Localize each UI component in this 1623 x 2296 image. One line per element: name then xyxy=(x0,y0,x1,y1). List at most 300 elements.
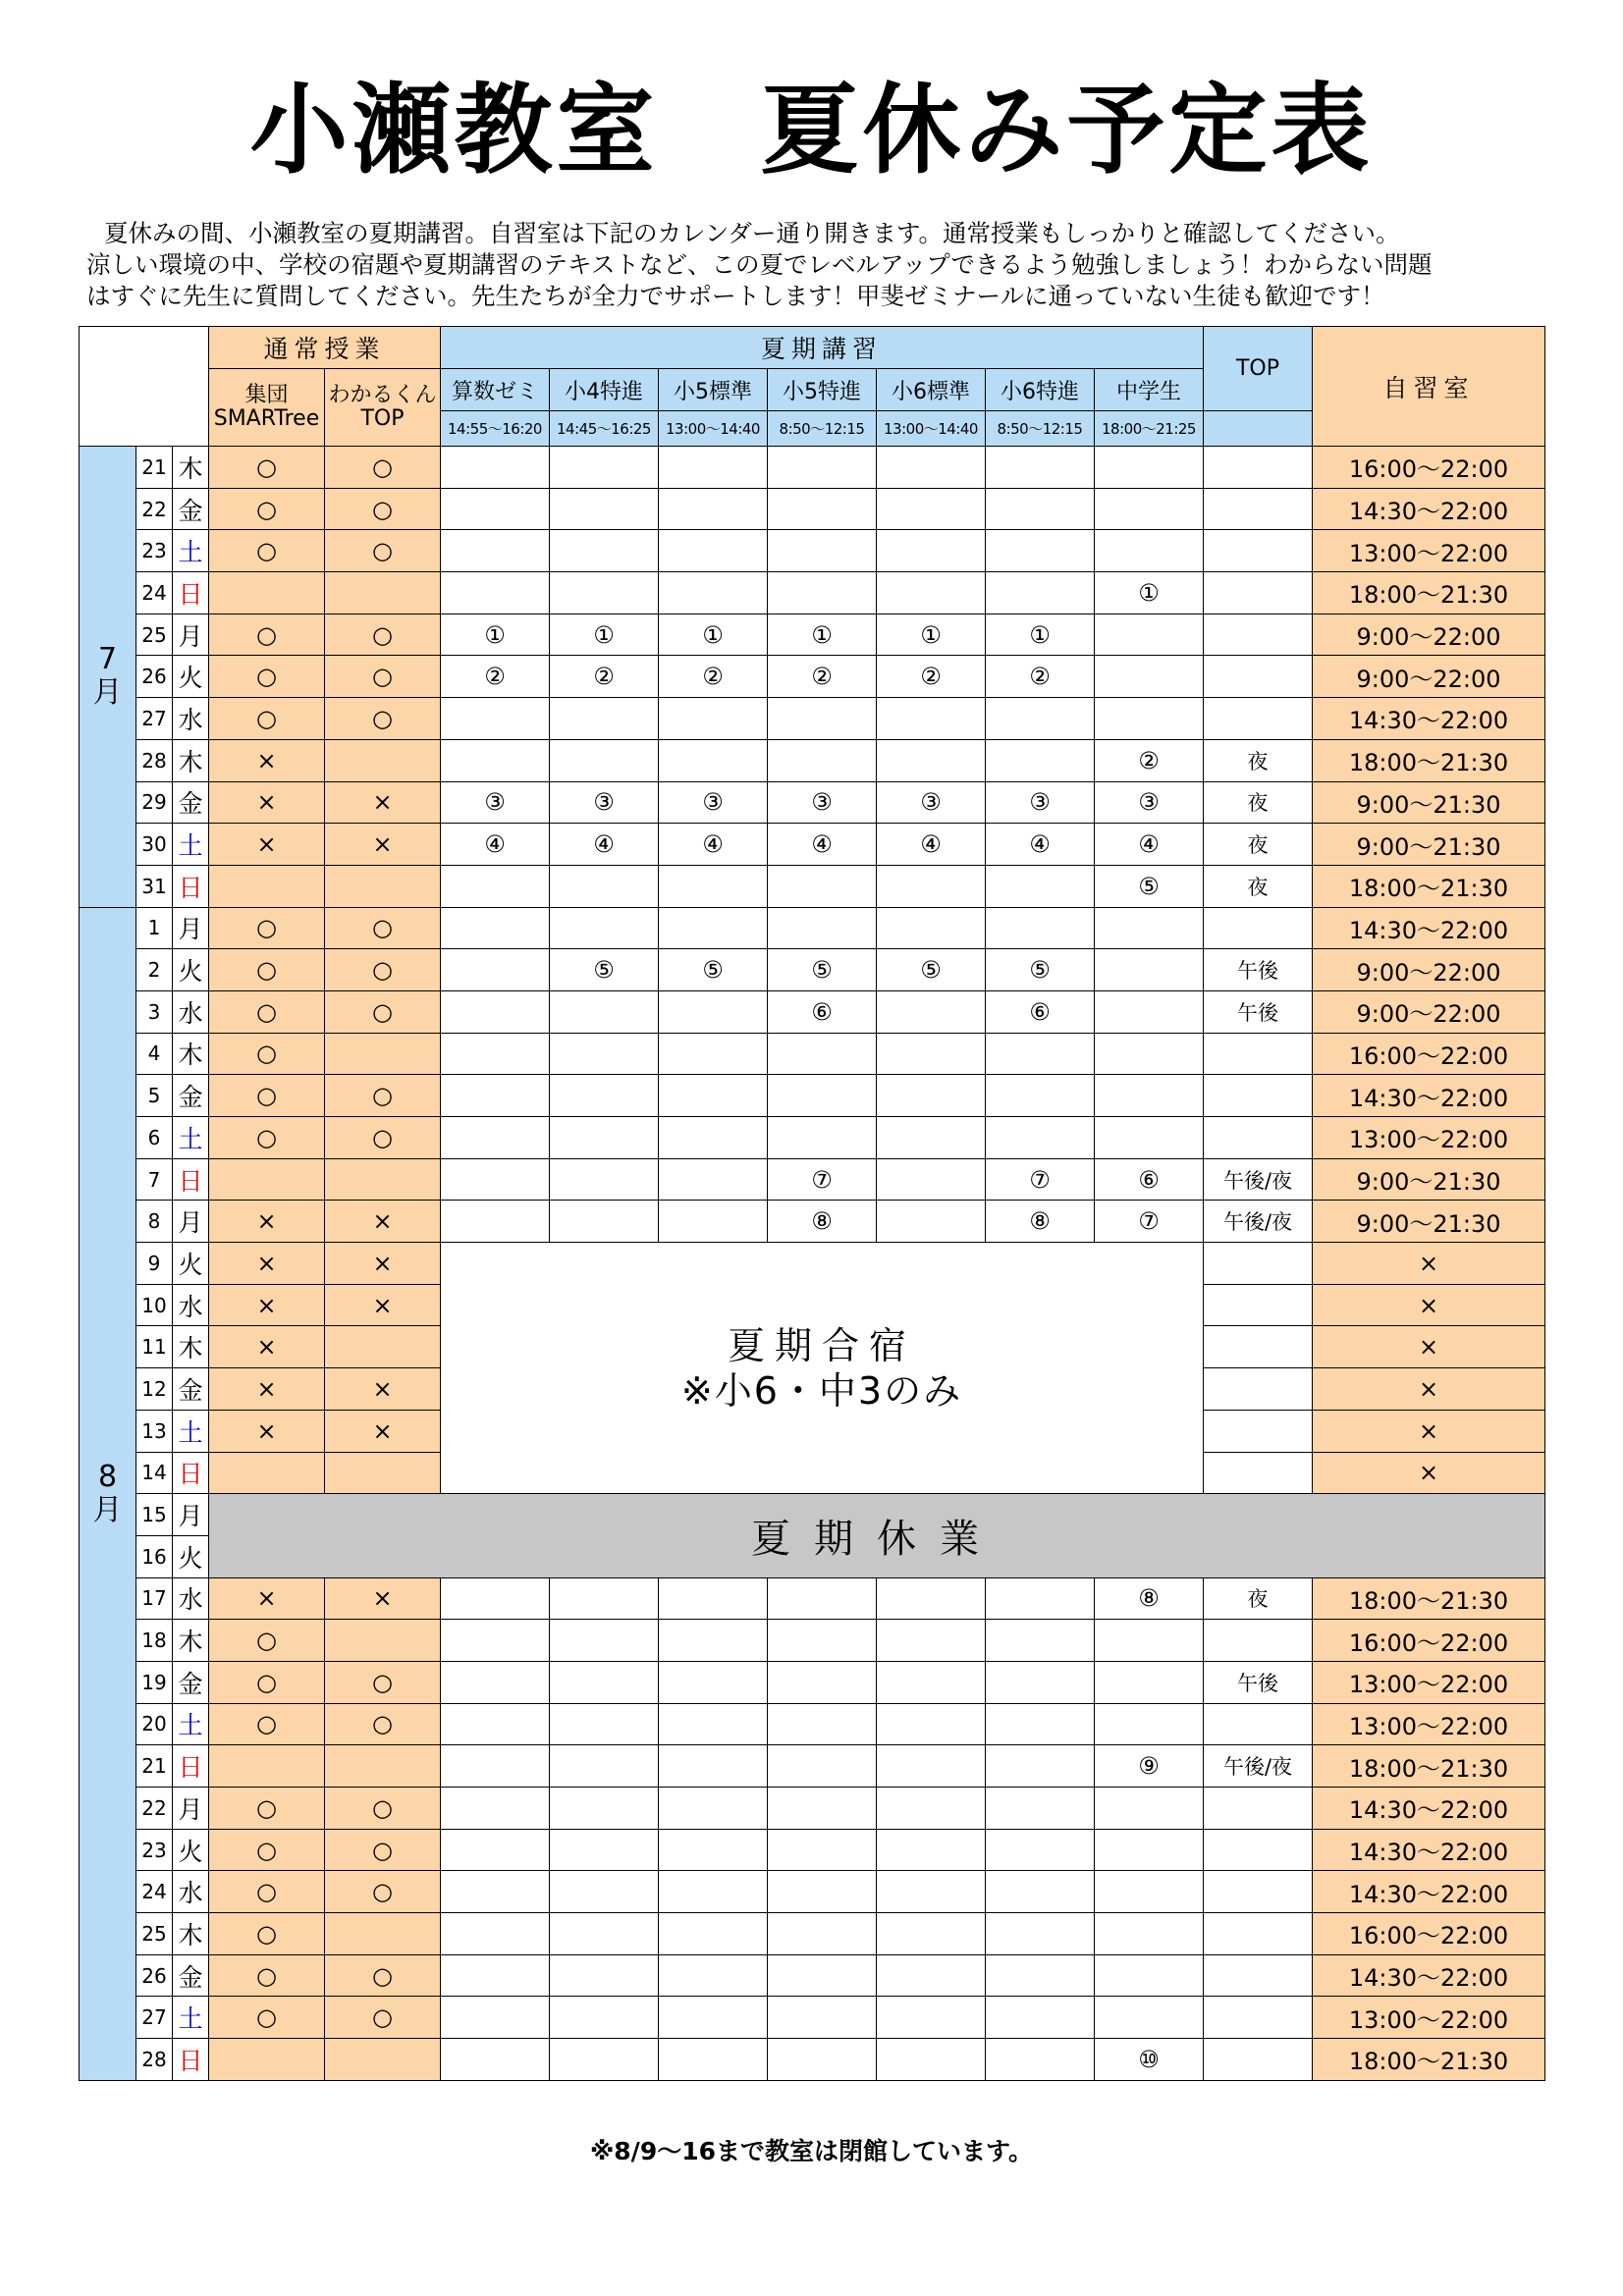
summer-cell xyxy=(768,907,877,949)
day-number: 22 xyxy=(136,1788,173,1830)
day-number: 16 xyxy=(136,1535,173,1577)
summer-cell xyxy=(986,1117,1095,1159)
top-cell xyxy=(1204,1410,1313,1452)
regular-cell: × xyxy=(209,1326,325,1368)
summer-cell xyxy=(1095,488,1204,530)
header-regular-col-line1: 集団 xyxy=(244,383,289,407)
table-row xyxy=(80,907,1545,949)
summer-cell xyxy=(550,1033,659,1075)
summer-cell xyxy=(768,1577,877,1620)
day-of-week: 月 xyxy=(173,907,209,949)
summer-cell xyxy=(877,1829,986,1871)
summer-cell xyxy=(986,572,1095,614)
summer-cell xyxy=(550,572,659,614)
day-of-week: 土 xyxy=(173,824,209,866)
day-of-week: 水 xyxy=(173,990,209,1033)
regular-cell: ○ xyxy=(209,990,325,1033)
regular-cell: ○ xyxy=(209,698,325,740)
day-number: 5 xyxy=(136,1075,173,1117)
summer-cell xyxy=(1095,614,1204,656)
regular-cell: × xyxy=(209,1284,325,1326)
header-regular-col xyxy=(325,369,441,447)
regular-cell xyxy=(325,1033,441,1075)
summer-cell xyxy=(877,990,986,1033)
summer-cell xyxy=(550,2039,659,2081)
selfstudy-cell: 9:00～22:00 xyxy=(1313,990,1545,1033)
regular-cell: ○ xyxy=(325,1788,441,1830)
summer-cell xyxy=(877,447,986,489)
day-of-week: 金 xyxy=(173,781,209,824)
summer-cell: ③ xyxy=(986,781,1095,824)
table-row xyxy=(80,1201,1545,1243)
regular-cell: × xyxy=(325,781,441,824)
day-of-week: 月 xyxy=(173,1201,209,1243)
summer-cell xyxy=(768,698,877,740)
summer-cell xyxy=(659,698,768,740)
table-row xyxy=(80,1117,1545,1159)
day-of-week: 水 xyxy=(173,1284,209,1326)
top-cell xyxy=(1204,1452,1313,1494)
day-number: 26 xyxy=(136,1954,173,1997)
selfstudy-cell: 13:00～22:00 xyxy=(1313,1661,1545,1703)
summer-cell xyxy=(659,1954,768,1997)
summer-cell xyxy=(768,1075,877,1117)
summer-cell xyxy=(441,1033,550,1075)
regular-cell: ○ xyxy=(209,1871,325,1913)
summer-cell xyxy=(986,530,1095,572)
top-cell: 午後/夜 xyxy=(1204,1201,1313,1243)
summer-cell: ④ xyxy=(441,824,550,866)
summer-cell xyxy=(986,447,1095,489)
summer-cell: ① xyxy=(768,614,877,656)
day-number: 3 xyxy=(136,990,173,1033)
top-cell xyxy=(1204,1954,1313,1997)
selfstudy-cell: 13:00～22:00 xyxy=(1313,1703,1545,1745)
day-number: 15 xyxy=(136,1494,173,1536)
day-number: 21 xyxy=(136,447,173,489)
selfstudy-cell: 9:00～21:30 xyxy=(1313,781,1545,824)
day-of-week: 日 xyxy=(173,2039,209,2081)
summer-cell xyxy=(877,1158,986,1201)
summer-cell xyxy=(659,1829,768,1871)
summer-cell xyxy=(768,1117,877,1159)
regular-cell: ○ xyxy=(325,1829,441,1871)
regular-cell xyxy=(325,1326,441,1368)
header-regular-col xyxy=(209,369,325,447)
summer-cell xyxy=(550,1913,659,1955)
regular-cell: ○ xyxy=(325,1661,441,1703)
summer-cell xyxy=(550,1703,659,1745)
day-of-week: 日 xyxy=(173,1158,209,1201)
day-of-week: 金 xyxy=(173,1954,209,1997)
summer-cell xyxy=(768,1954,877,1997)
summer-cell xyxy=(441,1201,550,1243)
summer-cell xyxy=(768,865,877,907)
day-number: 7 xyxy=(136,1158,173,1201)
header-summer-course: 小5特進 xyxy=(768,369,877,411)
day-number: 20 xyxy=(136,1703,173,1745)
intro-line: はすぐに先生に質問してください。先生たちが全力でサポートします！甲斐ゼミナールに通っていない生徒も歓迎です！ xyxy=(86,282,1385,310)
summer-cell: ⑦ xyxy=(986,1158,1095,1201)
summer-cell xyxy=(877,1954,986,1997)
summer-cell: ④ xyxy=(1095,824,1204,866)
summer-cell xyxy=(768,530,877,572)
summer-cell xyxy=(659,990,768,1033)
table-row xyxy=(80,572,1545,614)
day-number: 27 xyxy=(136,698,173,740)
top-cell xyxy=(1204,656,1313,698)
day-of-week: 土 xyxy=(173,530,209,572)
closure-block: 夏期休業 xyxy=(209,1494,1545,1577)
day-number: 12 xyxy=(136,1368,173,1411)
summer-cell xyxy=(877,1620,986,1662)
regular-cell: × xyxy=(325,1577,441,1620)
day-of-week: 木 xyxy=(173,1033,209,1075)
top-cell xyxy=(1204,1284,1313,1326)
summer-cell xyxy=(986,1954,1095,1997)
top-cell xyxy=(1204,2039,1313,2081)
day-number: 25 xyxy=(136,614,173,656)
summer-cell xyxy=(550,990,659,1033)
summer-cell xyxy=(768,1033,877,1075)
summer-cell: ② xyxy=(877,656,986,698)
summer-cell xyxy=(550,1158,659,1201)
selfstudy-cell: × xyxy=(1313,1452,1545,1494)
summer-cell xyxy=(1095,1661,1204,1703)
summer-cell xyxy=(1095,447,1204,489)
day-number: 18 xyxy=(136,1620,173,1662)
selfstudy-cell: 18:00～21:30 xyxy=(1313,1577,1545,1620)
top-cell xyxy=(1204,447,1313,489)
summer-cell xyxy=(877,488,986,530)
summer-cell: ⑨ xyxy=(1095,1745,1204,1788)
day-of-week: 日 xyxy=(173,1745,209,1788)
summer-cell xyxy=(550,1871,659,1913)
summer-cell xyxy=(1095,1075,1204,1117)
selfstudy-cell: 18:00～21:30 xyxy=(1313,865,1545,907)
top-cell xyxy=(1204,530,1313,572)
top-cell: 午後 xyxy=(1204,990,1313,1033)
day-number: 25 xyxy=(136,1913,173,1955)
regular-cell xyxy=(325,1913,441,1955)
summer-cell xyxy=(768,488,877,530)
day-number: 11 xyxy=(136,1326,173,1368)
selfstudy-cell: × xyxy=(1313,1326,1545,1368)
table-row xyxy=(80,1871,1545,1913)
selfstudy-cell: 14:30～22:00 xyxy=(1313,1075,1545,1117)
camp-note: ※小6・中3のみ xyxy=(680,1368,963,1413)
page-title: 小瀬教室 夏休み予定表 xyxy=(249,73,1374,187)
regular-cell: ○ xyxy=(209,1829,325,1871)
summer-cell xyxy=(659,1997,768,2039)
top-cell: 夜 xyxy=(1204,865,1313,907)
top-cell xyxy=(1204,1703,1313,1745)
intro-text xyxy=(86,218,1559,312)
top-cell xyxy=(1204,1075,1313,1117)
day-of-week: 火 xyxy=(173,1829,209,1871)
table-row xyxy=(80,1577,1545,1620)
selfstudy-cell: 9:00～22:00 xyxy=(1313,656,1545,698)
month-label: 8 月 xyxy=(80,907,136,2080)
header-summer-course: 小6標準 xyxy=(877,369,986,411)
regular-cell: ○ xyxy=(325,1871,441,1913)
top-cell xyxy=(1204,572,1313,614)
day-number: 30 xyxy=(136,824,173,866)
day-of-week: 日 xyxy=(173,865,209,907)
summer-cell: ③ xyxy=(550,781,659,824)
summer-cell xyxy=(1095,1620,1204,1662)
summer-cell xyxy=(877,1997,986,2039)
summer-cell xyxy=(441,488,550,530)
summer-cell xyxy=(1095,1117,1204,1159)
summer-cell: ⑤ xyxy=(550,949,659,991)
top-cell xyxy=(1204,1326,1313,1368)
summer-cell xyxy=(550,739,659,781)
top-cell xyxy=(1204,1117,1313,1159)
summer-cell xyxy=(877,1117,986,1159)
day-number: 6 xyxy=(136,1117,173,1159)
summer-cell xyxy=(768,1620,877,1662)
regular-cell: × xyxy=(209,1577,325,1620)
summer-cell xyxy=(986,488,1095,530)
top-cell: 午後/夜 xyxy=(1204,1745,1313,1788)
selfstudy-cell: 16:00～22:00 xyxy=(1313,1913,1545,1955)
selfstudy-cell: 9:00～21:30 xyxy=(1313,1201,1545,1243)
summer-cell: ③ xyxy=(441,781,550,824)
table-row xyxy=(80,1243,1545,1285)
selfstudy-cell: 18:00～21:30 xyxy=(1313,572,1545,614)
summer-cell xyxy=(768,1745,877,1788)
regular-cell: × xyxy=(209,1201,325,1243)
selfstudy-cell: 14:30～22:00 xyxy=(1313,907,1545,949)
summer-cell xyxy=(550,447,659,489)
selfstudy-cell: × xyxy=(1313,1284,1545,1326)
summer-cell xyxy=(550,698,659,740)
summer-cell xyxy=(659,1871,768,1913)
summer-cell xyxy=(986,907,1095,949)
selfstudy-cell: 13:00～22:00 xyxy=(1313,1997,1545,2039)
summer-cell xyxy=(441,1954,550,1997)
day-of-week: 月 xyxy=(173,1494,209,1536)
regular-cell: ○ xyxy=(209,907,325,949)
summer-cell xyxy=(1095,1788,1204,1830)
summer-cell xyxy=(877,572,986,614)
summer-cell: ⑤ xyxy=(986,949,1095,991)
regular-cell: × xyxy=(325,1368,441,1411)
table-row xyxy=(80,949,1545,991)
day-number: 26 xyxy=(136,656,173,698)
regular-cell: × xyxy=(209,739,325,781)
summer-cell xyxy=(550,1954,659,1997)
regular-cell: ○ xyxy=(325,949,441,991)
header-top-blank xyxy=(1204,411,1313,447)
day-of-week: 土 xyxy=(173,1117,209,1159)
day-number: 8 xyxy=(136,1201,173,1243)
summer-cell xyxy=(1095,1997,1204,2039)
summer-cell xyxy=(1095,1913,1204,1955)
table-row xyxy=(80,1033,1545,1075)
regular-cell xyxy=(209,2039,325,2081)
summer-cell xyxy=(986,1577,1095,1620)
table-row xyxy=(80,824,1545,866)
summer-cell xyxy=(550,1745,659,1788)
day-number: 19 xyxy=(136,1661,173,1703)
summer-cell: ① xyxy=(550,614,659,656)
day-of-week: 水 xyxy=(173,1871,209,1913)
table-row xyxy=(80,739,1545,781)
header-summer-time: 8:50～12:15 xyxy=(986,411,1095,447)
regular-cell xyxy=(325,1745,441,1788)
regular-cell: ○ xyxy=(325,488,441,530)
summer-cell xyxy=(550,1075,659,1117)
summer-cell xyxy=(1095,990,1204,1033)
summer-cell xyxy=(986,739,1095,781)
summer-cell xyxy=(441,2039,550,2081)
summer-cell: ② xyxy=(550,656,659,698)
regular-cell xyxy=(325,1452,441,1494)
summer-cell xyxy=(877,1913,986,1955)
summer-cell xyxy=(659,907,768,949)
table-row xyxy=(80,1745,1545,1788)
regular-cell: ○ xyxy=(209,1997,325,2039)
header-summer-time: 14:55～16:20 xyxy=(441,411,550,447)
summer-cell: ⑤ xyxy=(877,949,986,991)
summer-cell xyxy=(441,1745,550,1788)
summer-cell xyxy=(986,1829,1095,1871)
top-cell xyxy=(1204,1997,1313,2039)
regular-cell xyxy=(209,865,325,907)
table-row xyxy=(80,656,1545,698)
summer-cell xyxy=(986,865,1095,907)
regular-cell: ○ xyxy=(325,530,441,572)
summer-cell xyxy=(768,1788,877,1830)
day-number: 2 xyxy=(136,949,173,991)
day-number: 24 xyxy=(136,1871,173,1913)
regular-cell: × xyxy=(325,1410,441,1452)
summer-cell xyxy=(659,1158,768,1201)
summer-cell xyxy=(441,1117,550,1159)
summer-cell xyxy=(986,1703,1095,1745)
summer-cell: ⑥ xyxy=(1095,1158,1204,1201)
top-cell xyxy=(1204,1788,1313,1830)
summer-cell xyxy=(986,1661,1095,1703)
summer-cell xyxy=(550,1788,659,1830)
selfstudy-cell: 14:30～22:00 xyxy=(1313,1788,1545,1830)
summer-cell xyxy=(441,698,550,740)
top-cell xyxy=(1204,1033,1313,1075)
summer-cell xyxy=(550,530,659,572)
top-cell xyxy=(1204,1829,1313,1871)
selfstudy-cell: 13:00～22:00 xyxy=(1313,530,1545,572)
summer-cell xyxy=(768,739,877,781)
header-top: TOP xyxy=(1204,327,1313,411)
summer-cell xyxy=(986,1871,1095,1913)
regular-cell: ○ xyxy=(325,614,441,656)
header-selfstudy: 自習室 xyxy=(1313,327,1545,447)
header-summer-time: 14:45～16:25 xyxy=(550,411,659,447)
summer-cell xyxy=(441,447,550,489)
regular-cell xyxy=(209,1452,325,1494)
day-of-week: 日 xyxy=(173,572,209,614)
day-number: 13 xyxy=(136,1410,173,1452)
top-cell xyxy=(1204,1620,1313,1662)
selfstudy-cell: 9:00～21:30 xyxy=(1313,824,1545,866)
summer-cell xyxy=(441,739,550,781)
table-row xyxy=(80,865,1545,907)
regular-cell: ○ xyxy=(209,1033,325,1075)
selfstudy-cell: 16:00～22:00 xyxy=(1313,1033,1545,1075)
day-of-week: 木 xyxy=(173,1913,209,1955)
day-number: 24 xyxy=(136,572,173,614)
summer-cell: ⑧ xyxy=(986,1201,1095,1243)
top-cell: 夜 xyxy=(1204,739,1313,781)
top-cell: 午後/夜 xyxy=(1204,1158,1313,1201)
day-number: 10 xyxy=(136,1284,173,1326)
summer-cell xyxy=(659,447,768,489)
day-number: 21 xyxy=(136,1745,173,1788)
summer-cell xyxy=(877,1075,986,1117)
month-label: 7 月 xyxy=(80,447,136,908)
top-cell xyxy=(1204,1368,1313,1411)
header-summer-time: 13:00～14:40 xyxy=(659,411,768,447)
regular-cell: ○ xyxy=(325,1954,441,1997)
regular-cell: ○ xyxy=(209,488,325,530)
camp-title: 夏期合宿 xyxy=(727,1323,916,1367)
header-regular-col-line2: TOP xyxy=(360,406,405,431)
summer-cell xyxy=(441,865,550,907)
regular-cell xyxy=(325,739,441,781)
intro-line: 夏休みの間、小瀬教室の夏期講習。自習室は下記のカレンダー通り開きます。通常授業もしっかりと確認してください。 xyxy=(104,219,1400,247)
regular-cell: ○ xyxy=(209,656,325,698)
summer-cell xyxy=(877,739,986,781)
summer-cell xyxy=(441,907,550,949)
day-number: 14 xyxy=(136,1452,173,1494)
top-cell xyxy=(1204,1243,1313,1285)
regular-cell: ○ xyxy=(209,1913,325,1955)
regular-cell: ○ xyxy=(209,1117,325,1159)
day-of-week: 金 xyxy=(173,1075,209,1117)
summer-cell xyxy=(986,1913,1095,1955)
top-cell xyxy=(1204,614,1313,656)
summer-cell: ② xyxy=(1095,739,1204,781)
summer-cell: ④ xyxy=(986,824,1095,866)
summer-cell xyxy=(768,1703,877,1745)
summer-cell: ④ xyxy=(550,824,659,866)
summer-cell xyxy=(659,2039,768,2081)
header-regular: 通常授業 xyxy=(209,327,441,369)
summer-cell xyxy=(441,1829,550,1871)
day-number: 27 xyxy=(136,1997,173,2039)
summer-cell xyxy=(441,990,550,1033)
summer-cell: ④ xyxy=(768,824,877,866)
day-of-week: 木 xyxy=(173,1326,209,1368)
regular-cell: × xyxy=(325,824,441,866)
summer-cell xyxy=(550,1661,659,1703)
top-cell xyxy=(1204,1913,1313,1955)
summer-cell: ⑧ xyxy=(768,1201,877,1243)
day-of-week: 木 xyxy=(173,1620,209,1662)
schedule-table xyxy=(79,326,1545,2081)
summer-cell: ⑤ xyxy=(1095,865,1204,907)
top-cell xyxy=(1204,907,1313,949)
summer-cell xyxy=(877,1745,986,1788)
day-of-week: 月 xyxy=(173,1788,209,1830)
footnote: ※8/9～16まで教室は閉館しています。 xyxy=(589,2137,1034,2165)
selfstudy-cell: 16:00～22:00 xyxy=(1313,447,1545,489)
summer-cell xyxy=(441,1620,550,1662)
summer-cell: ① xyxy=(1095,572,1204,614)
day-of-week: 木 xyxy=(173,447,209,489)
